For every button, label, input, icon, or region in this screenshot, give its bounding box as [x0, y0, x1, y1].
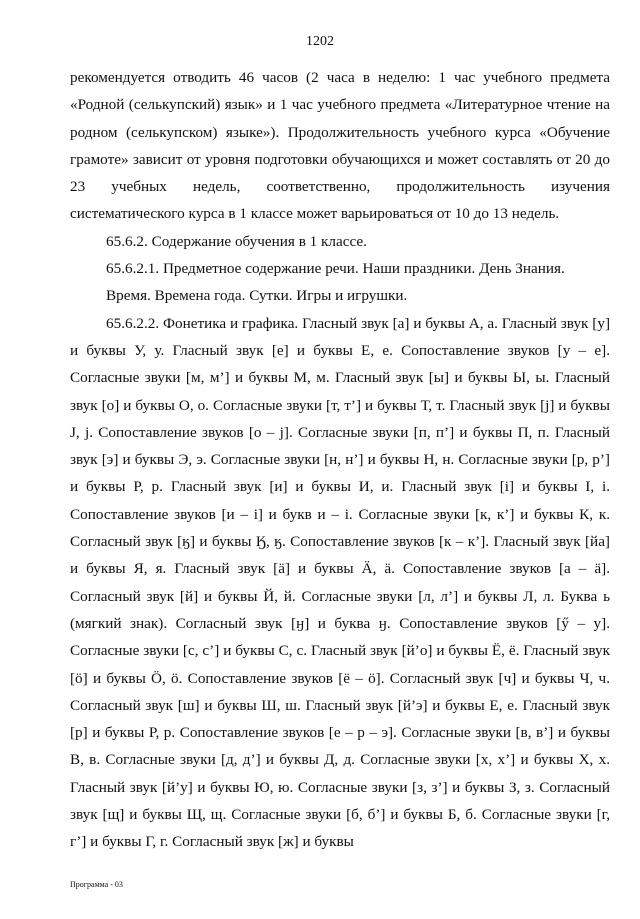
section-heading-content: 65.6.2. Содержание обучения в 1 классе.	[106, 232, 367, 250]
footer-label: Программа - 03	[70, 880, 123, 889]
paragraph-continuation: рекомендуется отводить 46 часов (2 часа в неделю: 1 час учебного предмета «Родной (селькупский) язык» и 1 час учебного предмета «Литературное чтение на родном (селькупском) языке»). Продолжительность учебного курса «Обучение грамоте» зависит от уровня подготовки обучающихся и может составлять от 20 до 23 учебных недель, соответственно, продолжительность изучения систематического курса в 1 классе может варьироваться от 10 до 13 недель.	[70, 69, 610, 223]
topics-paragraph: Время. Времена года. Сутки. Игры и игрушки.	[106, 287, 408, 305]
phonetics-paragraph: 65.6.2.2. Фонетика и графика. Гласный звук [а] и буквы А, а. Гласный звук [у] и буквы У, у. Гласный звук [е] и буквы Е, е. Сопоставление звуков [у – е]. Согласные звуки [м, м’] и буквы М, м. Гласный звук [ы] и буквы Ы, ы. Гласный звук [о] и буквы О, о. Согласные звуки [т, т’] и буквы Т, т. Гласный звук [j] и буквы J, j. Сопоставление звуков [о – j]. Согласные звуки [п, п’] и буквы П, п. Гласный звук [э] и буквы Э, э. Согласные звуки [н, н’] и буквы Н, н. Согласные звуки [р, р’] и буквы Р, р. Гласный звук [и] и буквы И, и. Гласный звук [і] и буквы І, і. Сопоставление звуков [и – і] и букв и – і. Согласные звуки [к, к’] и буквы К, к. Согласный звук [ӄ] и буквы Ӄ, ӄ. Сопоставление звуков [к – к’]. Гласный звук [йа] и буквы Я, я. Гласный звук [ä] и буквы Ä, ä. Сопоставление звуков [а – ä]. Согласный звук [й] и буквы Й, й. Согласные звуки [л, л’] и буквы Л, л. Буква ь (мягкий знак). Согласный звук [ӈ] и буква ӈ. Сопоставление звуков [ӳ – у]. Согласные звуки [с, с’] и буквы С, с. Гласный звук [й’о] и буквы Ё, ё. Гласный звук [ӧ] и буквы Ӧ, ӧ. Сопоставление звуков [ё – ӧ]. Согласный звук [ч] и буквы Ч, ч. Согласный звук [ш] и буквы Ш, ш. Гласный звук [й’э] и буквы Е, е. Гласный звук [р] и буквы Р, р. Сопоставление звуков [е – р – э]. Согласные звуки [в, в’] и буквы В, в. Согласные звуки [д, д’] и буквы Д, д. Согласные звуки [х, х’] и буквы Х, х. Гласный звук [й’у] и буквы Ю, ю. Согласные звуки [з, з’] и буквы З, з. Согласный звук [щ] и буквы Щ, щ. Согласные звуки [б, б’] и буквы Б, б. Согласные звуки [г, г’] и буквы Г, г. Согласный звук [ж] и буквы	[70, 314, 610, 851]
page-number: 1202	[306, 34, 334, 49]
document-body	[70, 64, 610, 856]
subject-content-paragraph: 65.6.2.1. Предметное содержание речи. Наши праздники. День Знания.	[106, 260, 565, 278]
